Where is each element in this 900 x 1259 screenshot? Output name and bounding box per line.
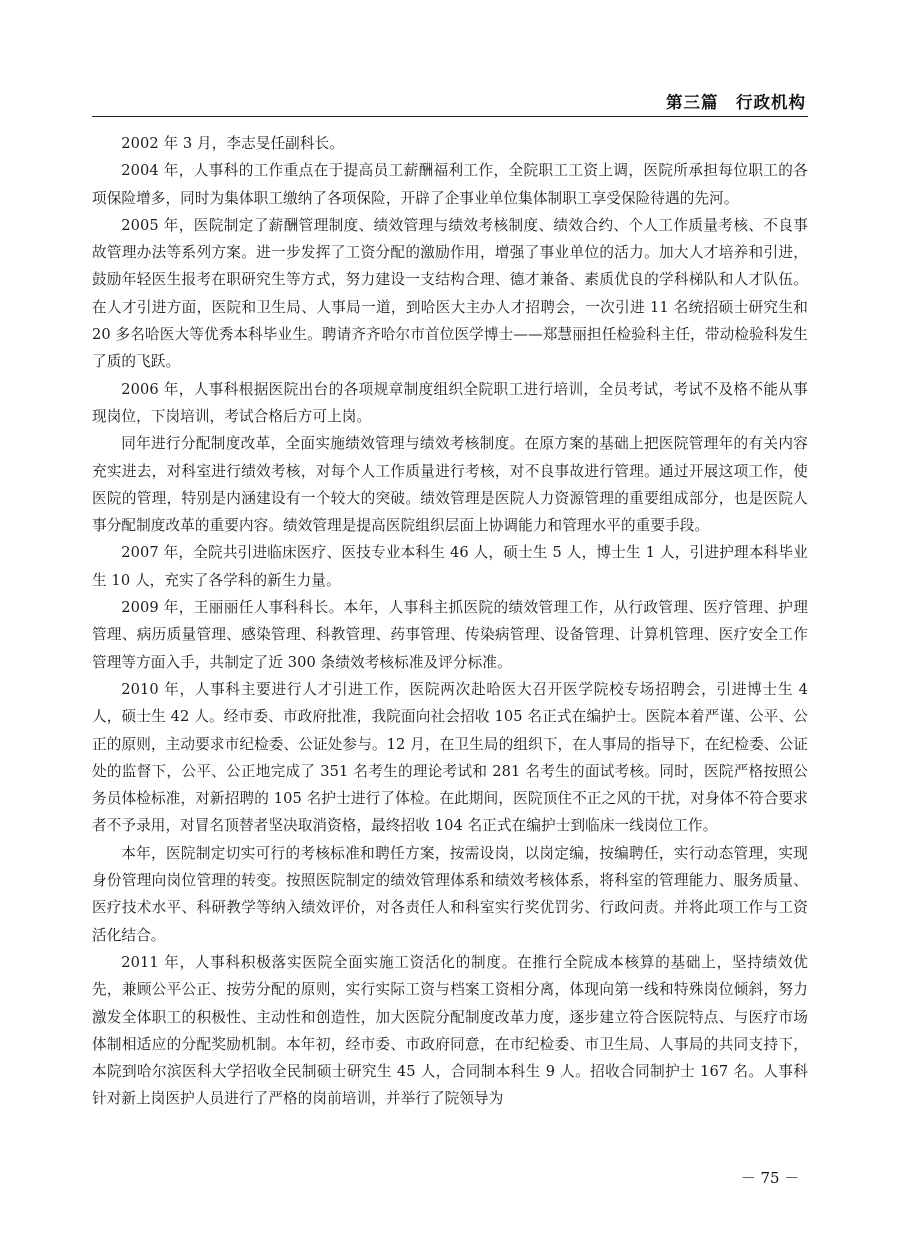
- paragraph: 本年，医院制定切实可行的考核标准和聘任方案，按需设岗，以岗定编，按编聘任，实行动态管理，实现身份管理向岗位管理的转变。按照医院制定的绩效管理体系和绩效考核体系，将科室的管理能力、服务质量、医疗技术水平、科研教学等纳入绩效评价，对各责任人和科室实行奖优罚劣、行政问责。并将此项工作与工资活化结合。: [92, 844, 808, 944]
- paragraph: 2009 年，王丽丽任人事科科长。本年，人事科主抓医院的绩效管理工作，从行政管理、医疗管理、护理管理、病历质量管理、感染管理、科教管理、药事管理、传染病管理、设备管理、计算机管理、医疗安全工作管理等方面入手，共制定了近 300 条绩效考核标准及评分标准。: [92, 599, 808, 671]
- running-header: [92, 82, 808, 117]
- paragraph: 2011 年，人事科积极落实医院全面实施工资活化的制度。在推行全院成本核算的基础上，坚持绩效优先，兼顾公平公正、按劳分配的原则，实行实际工资与档案工资相分离，体现向第一线和特殊岗位倾斜，努力激发全体职工的积极性、主动性和创造性，加大医院分配制度改革力度，逐步建立符合医院特点、与医疗市场体制相适应的分配奖励机制。本年初，经市委、市政府同意，在市纪检委、市卫生局、人事局的共同支持下，本院到哈尔滨医科大学招收全民制硕士研究生 45 人，合同制本科生 9 人。招收合同制护士 167 名。人事科针对新上岗医护人员进行了严格的岗前培训，并举行了院领导为: [92, 953, 808, 1108]
- paragraph: 2005 年，医院制定了薪酬管理制度、绩效管理与绩效考核制度、绩效合约、个人工作质量考核、不良事故管理办法等系列方案。进一步发挥了工资分配的激励作用，增强了事业单位的活力。加大人才培养和引进，鼓励年轻医生报考在职研究生等方式，努力建设一支结构合理、德才兼备、素质优良的学科梯队和人才队伍。在人才引进方面，医院和卫生局、人事局一道，到哈医大主办人才招聘会，一次引进 11 名统招硕士研究生和 20 多名哈医大等优秀本科毕业生。聘请齐齐哈尔市首位医学博士——郑慧丽担任检验科主任，带动检验科发生了质的飞跃。: [92, 216, 808, 371]
- section-title: 第三篇 行政机构: [666, 93, 806, 112]
- paragraph: 2010 年，人事科主要进行人才引进工作，医院两次赴哈医大召开医学院校专场招聘会，引进博士生 4 人，硕士生 42 人。经市委、市政府批准，我院面向社会招收 105 名正式在编护士。医院本着严谨、公平、公正的原则，主动要求市纪检委、公证处参与。12 月，在卫生局的组织下，在人事局的指导下，在纪检委、公证处的监督下，公平、公正地完成了 351 名考生的理论考试和 281 名考生的面试考核。同时，医院严格按照公务员体检标准，对新招聘的 105 名护士进行了体检。在此期间，医院顶住不正之风的干扰，对身体不符合要求者不予录用，对冒名顶替者坚决取消资格，最终招收 104 名正式在编护士到临床一线岗位工作。: [92, 680, 808, 835]
- paragraph: 同年进行分配制度改革，全面实施绩效管理与绩效考核制度。在原方案的基础上把医院管理年的有关内容充实进去，对科室进行绩效考核，对每个人工作质量进行考核，对不良事故进行管理。通过开展这项工作，使医院的管理，特别是内涵建设有一个较大的突破。绩效管理是医院人力资源管理的重要组成部分，也是医院人事分配制度改革的重要内容。绩效管理是提高医院组织层面上协调能力和管理水平的重要手段。: [92, 435, 808, 535]
- paragraph: 2004 年，人事科的工作重点在于提高员工薪酬福利工作，全院职工工资上调，医院所承担每位职工的各项保险增多，同时为集体职工缴纳了各项保险，开辟了企事业单位集体制职工享受保险待遇的先河。: [92, 162, 808, 207]
- paragraph: 2006 年，人事科根据医院出台的各项规章制度组织全院职工进行培训，全员考试，考试不及格不能从事现岗位，下岗培训，考试合格后方可上岗。: [92, 380, 808, 425]
- paragraph: 2007 年，全院共引进临床医疗、医技专业本科生 46 人，硕士生 5 人，博士生 1 人，引进护理本科毕业生 10 人，充实了各学科的新生力量。: [92, 544, 808, 589]
- body-text: [92, 130, 808, 1113]
- paragraph: 2002 年 3 月，李志旻任副科长。: [121, 135, 344, 152]
- page-number-footer: [0, 1167, 900, 1188]
- page-number: － 75 －: [740, 1169, 800, 1187]
